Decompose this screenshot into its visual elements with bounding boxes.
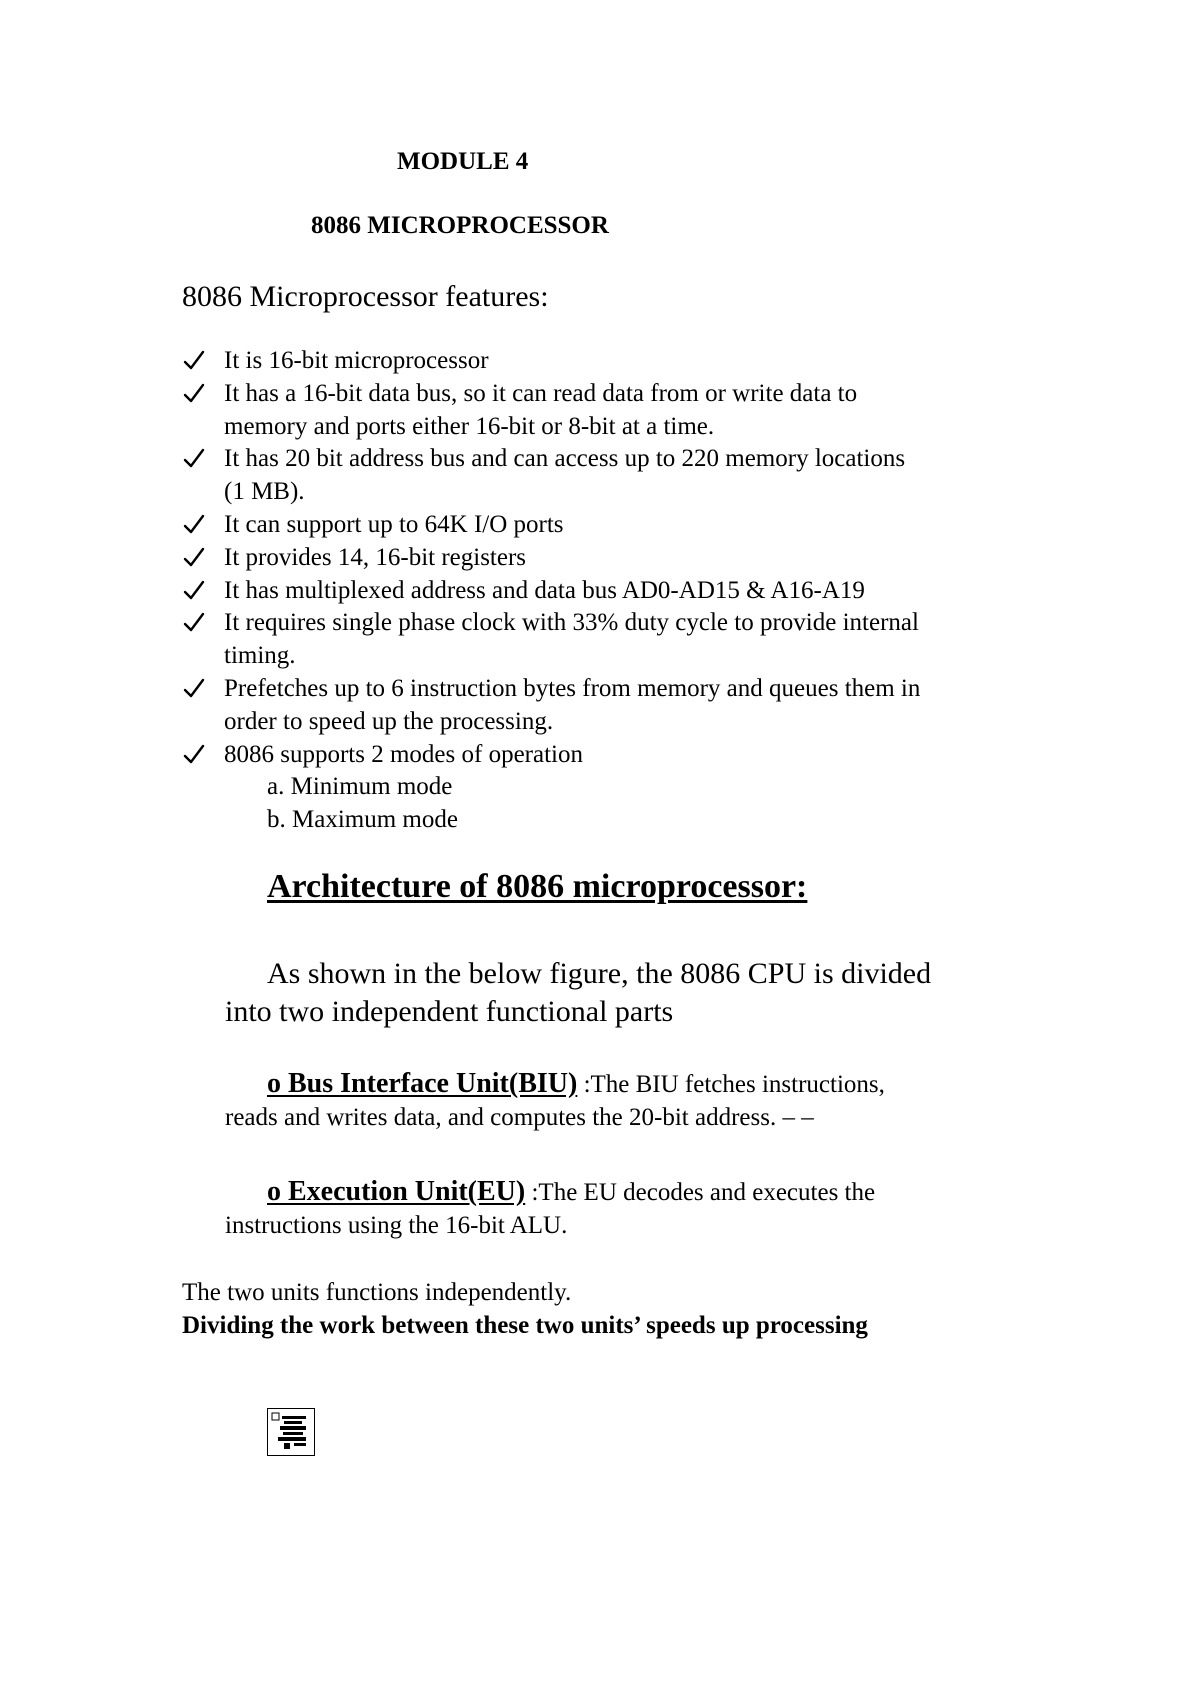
- eu-desc-line2: instructions using the 16-bit ALU.: [225, 1212, 568, 1239]
- checkmark-icon: [182, 673, 206, 705]
- eu-description: [225, 1175, 875, 1242]
- mode-item-minimum: a. Minimum mode: [267, 773, 453, 801]
- eu-title: o Execution Unit(EU): [267, 1176, 526, 1207]
- feature-item: [182, 575, 920, 608]
- feature-text: It has 20 bit address bus and can access up to 220 memory locations: [224, 445, 906, 473]
- biu-description: [225, 1067, 885, 1134]
- feature-item: [182, 673, 920, 739]
- subject-title: 8086 MICROPROCESSOR: [311, 212, 609, 239]
- feature-text: memory and ports either 16-bit or 8-bit at a time.: [224, 412, 715, 440]
- feature-text: (1 MB).: [224, 478, 305, 506]
- feature-list: [182, 345, 920, 837]
- features-heading: 8086 Microprocessor features:: [182, 280, 549, 313]
- feature-item: [182, 345, 920, 378]
- module-title: MODULE 4: [397, 148, 529, 175]
- feature-text: order to speed up the processing.: [224, 707, 554, 735]
- feature-text: It has multiplexed address and data bus AD0-AD15 & A16-A19: [224, 576, 865, 604]
- biu-desc-line1: :The BIU fetches instructions,: [577, 1071, 885, 1098]
- architecture-figure-placeholder: [267, 1408, 315, 1456]
- biu-title: o Bus Interface Unit(BIU): [267, 1068, 578, 1099]
- checkmark-icon: [182, 378, 206, 410]
- checkmark-icon: [182, 739, 206, 771]
- biu-desc-line2: reads and writes data, and computes the 20-bit address. – –: [225, 1104, 814, 1131]
- architecture-heading: Architecture of 8086 microprocessor:: [267, 868, 808, 905]
- intro-line: into two independent functional parts: [225, 995, 674, 1028]
- closing-text: [182, 1276, 868, 1342]
- broken-image-icon: [268, 1409, 314, 1455]
- closing-line: The two units functions independently.: [182, 1279, 572, 1306]
- architecture-intro: [225, 955, 931, 1031]
- feature-item: [182, 607, 920, 673]
- feature-item: [182, 542, 920, 575]
- intro-line: As shown in the below figure, the 8086 CPU is divided: [267, 957, 932, 990]
- feature-text: Prefetches up to 6 instruction bytes from memory and queues them in: [224, 674, 921, 702]
- feature-text: It requires single phase clock with 33% duty cycle to provide internal: [224, 609, 919, 637]
- feature-item: [182, 378, 920, 444]
- checkmark-icon: [182, 509, 206, 541]
- feature-item: [182, 739, 920, 837]
- mode-item-maximum: b. Maximum mode: [267, 806, 458, 834]
- feature-text: 8086 supports 2 modes of operation: [224, 740, 583, 768]
- feature-text: It has a 16-bit data bus, so it can read data from or write data to: [224, 379, 858, 407]
- feature-item: [182, 443, 920, 509]
- checkmark-icon: [182, 345, 206, 377]
- checkmark-icon: [182, 607, 206, 639]
- checkmark-icon: [182, 443, 206, 475]
- feature-text: timing.: [224, 642, 296, 670]
- feature-item: [182, 509, 920, 542]
- checkmark-icon: [182, 575, 206, 607]
- feature-text: It is 16-bit microprocessor: [224, 347, 489, 374]
- closing-line-bold: Dividing the work between these two units’ speeds up processing: [182, 1312, 868, 1339]
- feature-text: It can support up to 64K I/O ports: [224, 510, 564, 538]
- feature-text: It provides 14, 16-bit registers: [224, 543, 527, 571]
- eu-desc-line1: :The EU decodes and executes the: [525, 1179, 876, 1206]
- mode-list: [224, 771, 920, 837]
- checkmark-icon: [182, 542, 206, 574]
